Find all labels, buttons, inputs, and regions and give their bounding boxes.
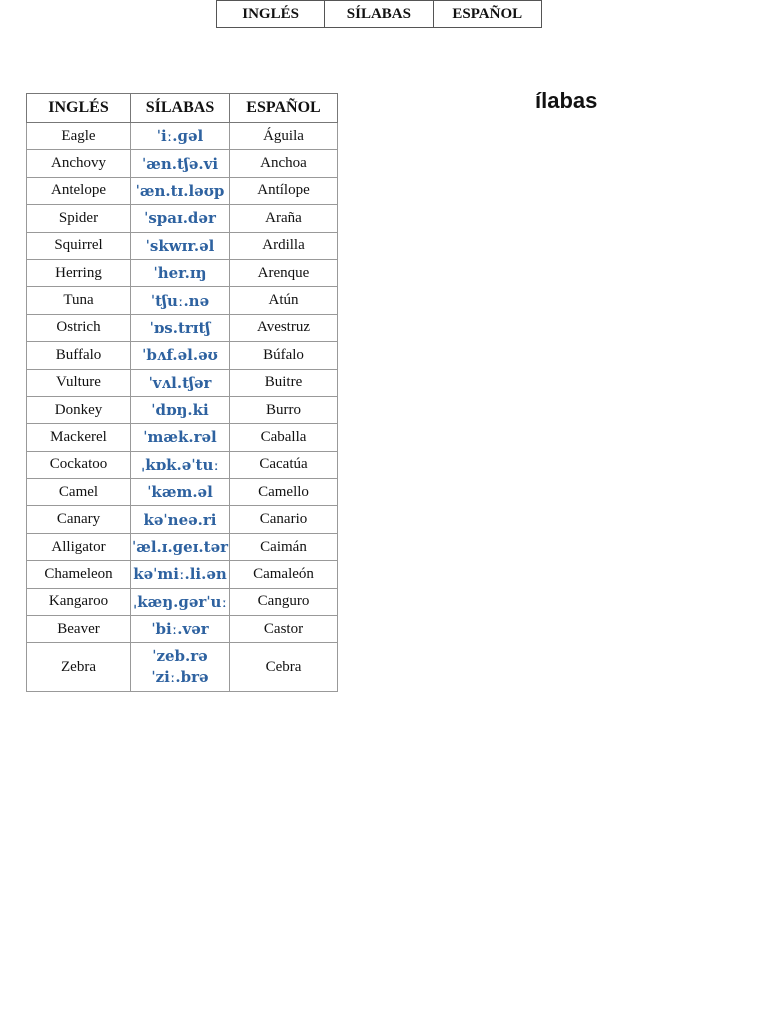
spanish-word: Cebra [230, 643, 338, 692]
ipa-syllables: ˈtʃuː.nə [131, 287, 230, 314]
spanish-word: Canguro [230, 588, 338, 615]
spanish-word: Camaleón [230, 561, 338, 588]
english-word: Beaver [27, 616, 131, 643]
table-row [27, 616, 338, 643]
english-word: Antelope [27, 177, 131, 204]
top-header-table [216, 0, 542, 28]
table-row [27, 150, 338, 177]
table-row [27, 287, 338, 314]
vocabulary-body [27, 123, 338, 692]
table-row [27, 369, 338, 396]
spanish-word: Avestruz [230, 314, 338, 341]
header-ingles: INGLÉS [27, 94, 131, 123]
english-word: Herring [27, 259, 131, 286]
english-word: Donkey [27, 396, 131, 423]
english-word: Eagle [27, 123, 131, 150]
top-header-espanol: ESPAÑOL [433, 1, 541, 28]
ipa-syllables: ˈæn.tʃə.vi [131, 150, 230, 177]
table-row [27, 424, 338, 451]
table-row [27, 588, 338, 615]
table-row [27, 643, 338, 692]
spanish-word: Cacatúa [230, 451, 338, 478]
ipa-syllables: ˌkɒk.əˈtuː [131, 451, 230, 478]
table-row [27, 533, 338, 560]
ipa-syllables [131, 643, 230, 692]
english-word: Ostrich [27, 314, 131, 341]
spanish-word: Antílope [230, 177, 338, 204]
table-row [27, 314, 338, 341]
heading-fragment: ílabas [535, 88, 598, 113]
english-word: Kangaroo [27, 588, 131, 615]
english-word: Chameleon [27, 561, 131, 588]
english-word: Cockatoo [27, 451, 131, 478]
english-word: Zebra [27, 643, 131, 692]
spanish-word: Burro [230, 396, 338, 423]
table-row [27, 561, 338, 588]
spanish-word: Buitre [230, 369, 338, 396]
top-header-ingles: INGLÉS [217, 1, 325, 28]
english-word: Spider [27, 205, 131, 232]
table-row [27, 259, 338, 286]
spanish-word: Águila [230, 123, 338, 150]
ipa-syllables: ˈher.ɪŋ [131, 259, 230, 286]
table-row [27, 205, 338, 232]
ipa-syllables: ˈskwɪr.əl [131, 232, 230, 259]
spanish-word: Araña [230, 205, 338, 232]
ipa-syllables: ˈvʌl.tʃər [131, 369, 230, 396]
spanish-word: Canario [230, 506, 338, 533]
table-row [27, 342, 338, 369]
ipa-syllables: ˈbʌf.əl.əʊ [131, 342, 230, 369]
english-word: Squirrel [27, 232, 131, 259]
english-word: Canary [27, 506, 131, 533]
spanish-word: Caimán [230, 533, 338, 560]
english-word: Anchovy [27, 150, 131, 177]
ipa-syllables: ˈæl.ɪ.ɡeɪ.tər [131, 533, 230, 560]
english-word: Tuna [27, 287, 131, 314]
table-row [27, 451, 338, 478]
header-espanol: ESPAÑOL [230, 94, 338, 123]
table-row [27, 123, 338, 150]
english-word: Alligator [27, 533, 131, 560]
spanish-word: Anchoa [230, 150, 338, 177]
spanish-word: Ardilla [230, 232, 338, 259]
ipa-syllables: ˈiː.ɡəl [131, 123, 230, 150]
ipa-syllables: ˈkæm.əl [131, 479, 230, 506]
ipa-syllables: kəˈmiː.li.ən [131, 561, 230, 588]
table-row [27, 506, 338, 533]
table-row [27, 396, 338, 423]
ipa-variant: ˈziː.brə [151, 668, 209, 687]
spanish-word: Arenque [230, 259, 338, 286]
spanish-word: Atún [230, 287, 338, 314]
ipa-variant: ˈzeb.rə [152, 647, 208, 666]
table-row [27, 177, 338, 204]
ipa-syllables: ˈbiː.vər [131, 616, 230, 643]
ipa-syllables: ˈmæk.rəl [131, 424, 230, 451]
vocabulary-header-row [27, 94, 338, 123]
spanish-word: Castor [230, 616, 338, 643]
english-word: Camel [27, 479, 131, 506]
ipa-syllables: ˈɒs.trɪtʃ [131, 314, 230, 341]
ipa-syllables: ˈæn.tɪ.ləʊp [131, 177, 230, 204]
ipa-syllables: ˌkæŋ.ɡərˈuː [131, 588, 230, 615]
english-word: Buffalo [27, 342, 131, 369]
ipa-syllables: kəˈneə.ri [131, 506, 230, 533]
spanish-word: Caballa [230, 424, 338, 451]
spanish-word: Camello [230, 479, 338, 506]
top-header-silabas: SÍLABAS [325, 1, 433, 28]
spanish-word: Búfalo [230, 342, 338, 369]
table-row [27, 232, 338, 259]
english-word: Vulture [27, 369, 131, 396]
vocabulary-table [26, 93, 338, 692]
table-row [27, 479, 338, 506]
ipa-syllables: ˈdɒŋ.ki [131, 396, 230, 423]
ipa-syllables: ˈspaɪ.dər [131, 205, 230, 232]
header-silabas: SÍLABAS [131, 94, 230, 123]
english-word: Mackerel [27, 424, 131, 451]
